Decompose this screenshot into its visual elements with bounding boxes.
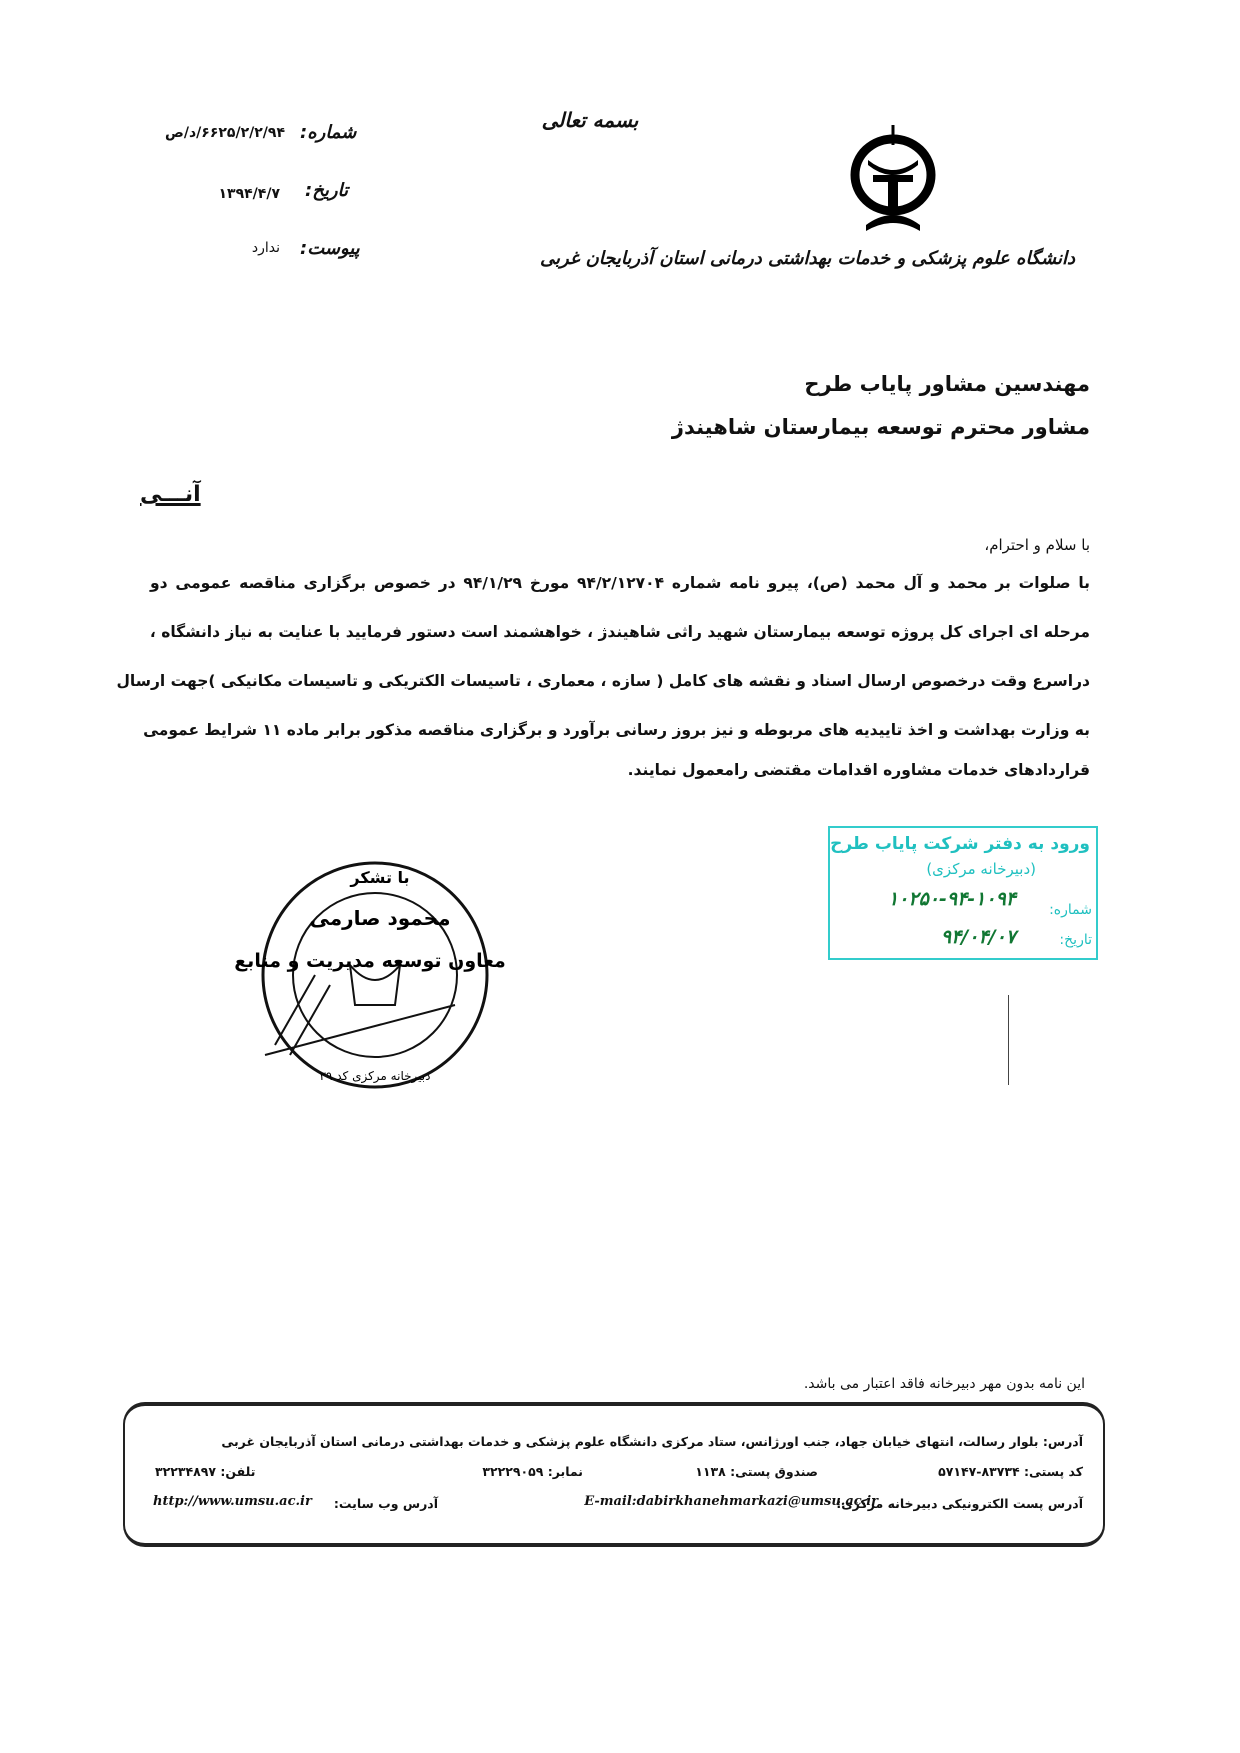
footer-website-link[interactable]: http://www.umsu.ac.ir (153, 1494, 312, 1509)
receipt-stamp-title: ورود به دفتر شرکت پایاب طرح (830, 834, 1090, 854)
seal-title: معاون توسعه مدیریت و منابع (234, 950, 506, 972)
footer-email-label: آدرس پست الکترونیکی دبیرخانه مرکزی: (836, 1496, 1083, 1511)
footer-email-link[interactable]: E-mail:dabirkhanehmarkazi@umsu.ac.ir (584, 1494, 878, 1509)
bismillah-heading: بسمه تعالی (541, 108, 639, 132)
recipient-line-1: مهندسین مشاور پایاب طرح (804, 372, 1090, 396)
attachment-value: ندارد (251, 240, 280, 256)
receipt-stamp-subtitle: (دبیرخانه مرکزی) (926, 860, 1036, 878)
seal-name: محمود صارمی (309, 906, 451, 930)
greeting: با سلام و احترام، (984, 536, 1090, 554)
date-label: تاریخ: (305, 180, 349, 201)
body-line: مرحله ای اجرای کل پروژه توسعه بیمارستان شهید راثی شاهیندژ ، خواهشمند است دستور فرمایید با عنایت به نیاز دانشگاه ، (149, 623, 1090, 641)
seal-text-top: با تشکر (350, 868, 410, 887)
number-label: شماره: (300, 122, 357, 143)
footer-website-label: آدرس وب سایت: (333, 1496, 438, 1511)
footer-po-box: صندوق پستی: ۱۱۳۸ (695, 1464, 818, 1479)
university-logo (848, 125, 938, 235)
number-value: ۶۶۲۵/۲/۲/۹۴/د/ص (165, 125, 285, 141)
body-line: دراسرع وقت درخصوص ارسال اسناد و نقشه های کامل ( سازه ، معماری ، تاسیسات الکتریکی و تاسیسات مکانیکی )جهت ارسال (116, 672, 1090, 690)
margin-line (1008, 995, 1009, 1085)
receipt-date-value: ۹۴/۰۴/۰۷ (940, 926, 1016, 948)
university-name: دانشگاه علوم پزشکی و خدمات بهداشتی درمانی استان آذربایجان غربی (539, 248, 1075, 269)
validity-note: این نامه بدون مهر دبیرخانه فاقد اعتبار می باشد. (803, 1376, 1085, 1392)
recipient-line-2: مشاور محترم توسعه بیمارستان شاهیندژ (671, 415, 1090, 439)
seal-ring-text: دبیرخانه مرکزی کد ۳۹ (319, 1069, 431, 1083)
receipt-date-label: تاریخ: (1059, 932, 1092, 948)
date-value: ۱۳۹۴/۴/۷ (218, 186, 280, 202)
official-seal (234, 855, 506, 1095)
footer-postal-code: کد پستی: ۸۳۷۳۴-۵۷۱۴۷ (938, 1464, 1083, 1479)
body-line: به وزارت بهداشت و اخذ تاییدیه های مربوطه و نیز بروز رسانی برآورد و برگزاری مناقصه مذکور برابر ماده ۱۱ شرایط عمومی (143, 721, 1090, 739)
footer-box (123, 1402, 1105, 1547)
footer-address: آدرس: بلوار رسالت، انتهای خیابان جهاد، جنب اورژانس، ستاد مرکزی دانشگاه علوم پزشکی و خدمات بهداشتی درمانی استان آذربایجان غربی (221, 1434, 1083, 1449)
receipt-stamp (828, 826, 1098, 960)
urgency-label: آنـــی (140, 482, 201, 507)
footer-phone: تلفن: ۳۲۲۳۴۸۹۷ (155, 1464, 256, 1479)
body-line: با صلوات بر محمد و آل محمد (ص)، پیرو نامه شماره ۹۴/۲/۱۲۷۰۴ مورخ ۹۴/۱/۲۹ در خصوص برگزاری مناقصه عمومی دو (150, 574, 1090, 592)
attachment-label: پیوست: (300, 238, 360, 259)
footer-fax: نمابر: ۳۲۲۲۹۰۵۹ (482, 1464, 583, 1479)
receipt-number-value: ۱۰۲۵۰-۹۴-۱۰۹۴ (887, 888, 1016, 910)
body-line: قراردادهای خدمات مشاوره اقدامات مقتضی رامعمول نمایند. (627, 761, 1090, 779)
receipt-number-label: شماره: (1049, 902, 1092, 918)
